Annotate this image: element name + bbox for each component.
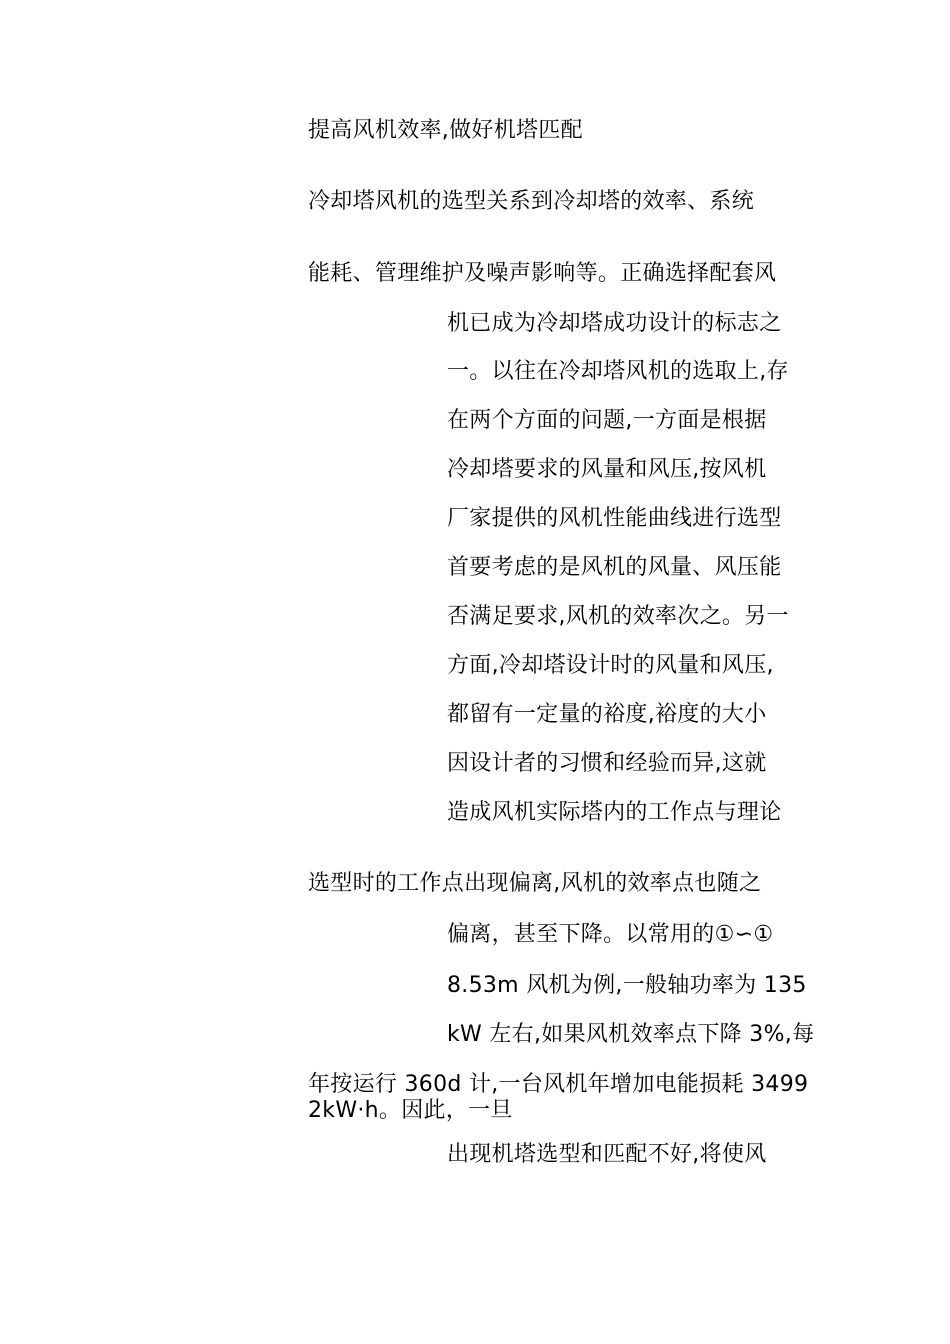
paragraph-line: 冷却塔风机的选型关系到冷却塔的效率、系统: [308, 189, 755, 214]
paragraph-line: 能耗、管理维护及噪声影响等。正确选择配套风: [308, 261, 777, 286]
paragraph-line: 年按运行 360d 计,一台风机年增加电能损耗 3499: [308, 1072, 809, 1097]
paragraph-line: 2kW·h。因此，一旦: [308, 1098, 513, 1123]
paragraph-line: kW 左右,如果风机效率点下降 3%,每: [447, 1022, 815, 1047]
paragraph-line: 选型时的工作点出现偏离,风机的效率点也随之: [308, 871, 762, 896]
paragraph-line: 在两个方面的问题,一方面是根据: [447, 408, 767, 433]
paragraph-line: 首要考虑的是风机的风量、风压能: [447, 555, 782, 580]
paragraph-line: 偏离，甚至下降。以常用的①∽①: [447, 922, 774, 947]
paragraph-line: 否满足要求,风机的效率次之。另一: [447, 604, 789, 629]
document-title: 提高风机效率,做好机塔匹配: [308, 118, 583, 143]
paragraph-line: 机已成为冷却塔成功设计的标志之: [447, 311, 782, 336]
paragraph-line: 厂家提供的风机性能曲线进行选型: [447, 506, 782, 531]
paragraph-line: 出现机塔选型和匹配不好,将使风: [447, 1142, 767, 1167]
paragraph-line: 8.53m 风机为例,一般轴功率为 135: [447, 973, 807, 998]
paragraph-line: 冷却塔要求的风量和风压,按风机: [447, 457, 767, 482]
paragraph-line: 因设计者的习惯和经验而异,这就: [447, 751, 767, 776]
paragraph-line: 一。以往在冷却塔风机的选取上,存: [447, 359, 789, 384]
paragraph-line: 方面,冷却塔设计时的风量和风压,: [447, 653, 774, 678]
paragraph-line: 造成风机实际塔内的工作点与理论: [447, 800, 782, 825]
paragraph-line: 都留有一定量的裕度,裕度的大小: [447, 702, 767, 727]
